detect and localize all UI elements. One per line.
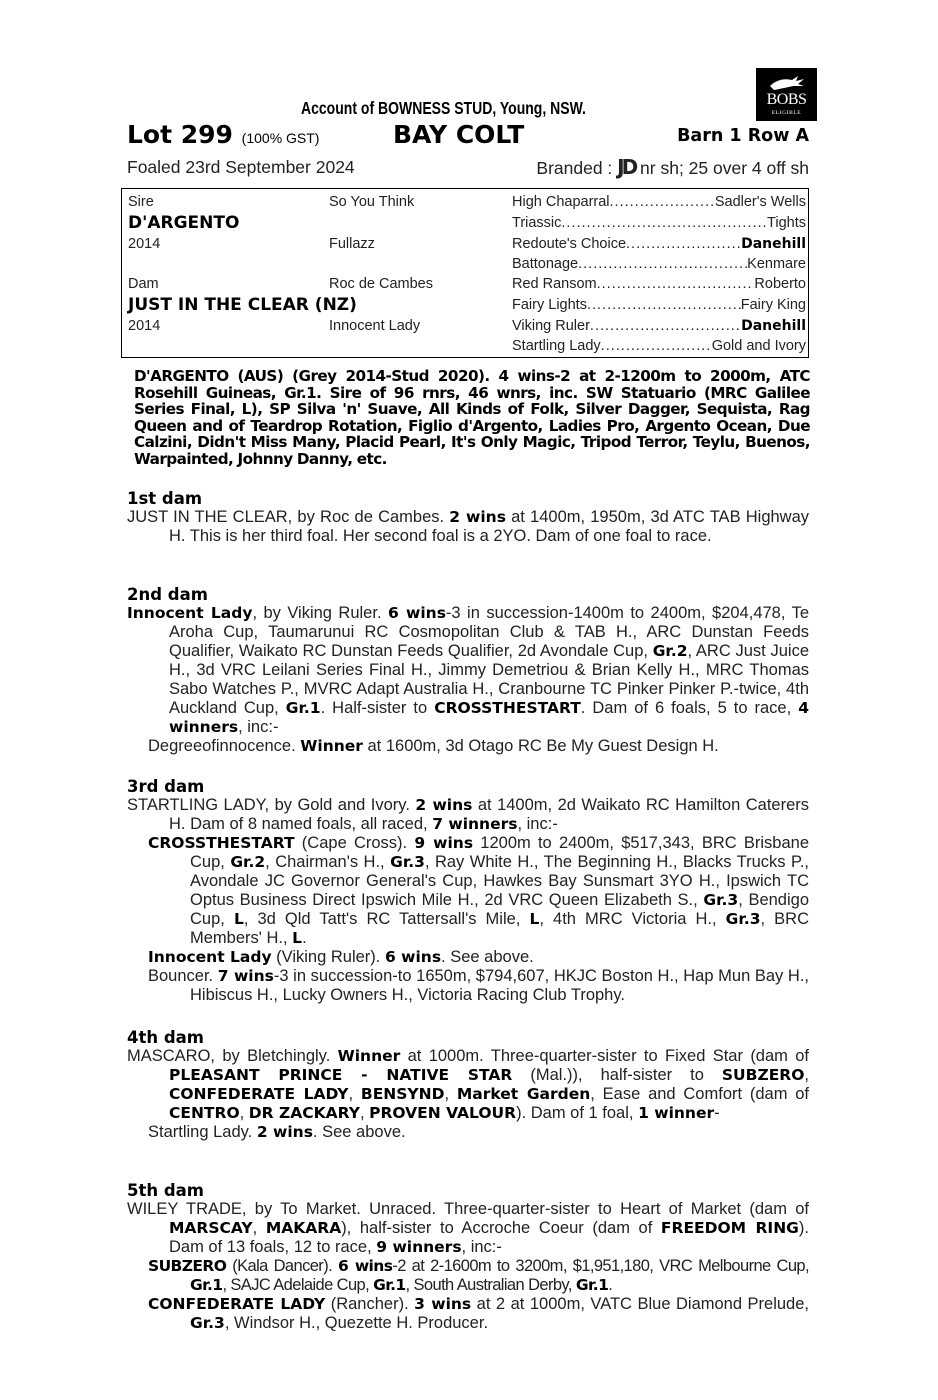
pedigree-line: High Chaparral ..... Sadler's Wells	[512, 192, 806, 212]
pedigree-table	[121, 188, 809, 358]
fifth-dam-section	[127, 1181, 809, 1333]
dam-paragraph: Innocent Lady, by Viking Ruler. 6 wins-3 in succession-1400m to 2400m, $204,478, Te Aroha Cup, Taumarunui RC Cosmopolitan Club & TAB H., ARC Dunstan Feeds Qualifier, Waikato RC Dunstan Feeds Qualifier, 2d Avondale Cup, Gr.2, ARC Just Juice H., 3d VRC Leilani Series Final H., Jimmy Demetriou & Brian Kelly H., MRC Thomas Sabo Watches P., MVRC Adapt Australia H., Cranbourne TC Pinker Pinker P.-twice, 4th Auckland Cup, Gr.1. Half-sister to CROSSTHESTART. Dam of 6 foals, 5 to race, 4 winners, inc:-	[127, 604, 810, 736]
sire-dam: Fullazz	[329, 236, 375, 252]
foaled-date: Foaled 23rd September 2024	[127, 157, 355, 177]
second-dam-section	[127, 585, 809, 756]
pedigree-line: Startling Lady ..... Gold and Ivory	[512, 336, 806, 356]
fourth-dam-section	[127, 1028, 809, 1142]
progeny-entry: Bouncer. 7 wins-3 in succession-to 1650m, $794,607, HKJC Boston H., Hap Mun Bay H., Hibiscus H., Lucky Owners H., Victoria Racing Club Trophy.	[148, 967, 810, 1004]
lot-number: Lot 299 (100% GST)	[127, 120, 320, 149]
progeny-entry: CONFEDERATE LADY (Rancher). 3 wins at 2 at 1000m, VATC Blue Diamond Prelude, Gr.3, Windsor H., Quezette H. Producer.	[148, 1295, 809, 1332]
horse-description: BAY COLT	[393, 120, 525, 149]
pedigree-line: Triassic ..... Tights	[512, 213, 806, 233]
dam-paragraph: JUST IN THE CLEAR, by Roc de Cambes. 2 wins at 1400m, 1950m, 3d ATC TAB Highway H. This is her third foal. Her second foal is a 2YO. Dam of one foal to race.	[127, 508, 810, 545]
pedigree-line: Redoute's Choice ..... Danehill	[512, 234, 806, 254]
pedigree-line: Battonage ..... Kenmare	[512, 254, 806, 274]
section-heading: 3rd dam	[127, 777, 205, 796]
logo-text: BOBS	[766, 91, 807, 108]
brand-mark-icon: JD	[617, 155, 636, 179]
sire-name: D'ARGENTO	[128, 213, 240, 233]
progeny-entry: CROSSTHESTART (Cape Cross). 9 wins 1200m to 2400m, $517,343, BRC Brisbane Cup, Gr.2, Chairman's H., Gr.3, Ray White H., The Beginning H., Blacks Trucks P., Avondale JC Governor General's Cup, Hawkes Bay Sunsmart 3YO H., Ipswich TC Optus Business Direct Ipswich Mile H., 2d VRC Queen Elizabeth S., Gr.3, Bendigo Cup, L, 3d Qld Tatt's RC Tattersall's Mile, L, 4th MRC Victoria H., Gr.3, BRC Members' H., L.	[148, 834, 809, 947]
barn-location: Barn 1 Row A	[677, 126, 809, 146]
dam-year: 2014	[128, 318, 161, 334]
pedigree-line: Viking Ruler ..... Danehill	[512, 316, 806, 336]
dam-paragraph: MASCARO, by Bletchingly. Winner at 1000m. Three-quarter-sister to Fixed Star (dam of PLEASANT PRINCE - NATIVE STAR (Mal.)), half-sister to SUBZERO, CONFEDERATE LADY, BENSYND, Market Garden, Ease and Comfort (dam of CENTRO, DR ZACKARY, PROVEN VALOUR). Dam of 1 foal, 1 winner-	[127, 1047, 810, 1122]
section-heading: 1st dam	[127, 489, 203, 508]
vendor-account: Account of BOWNESS STUD, Young, NSW.	[301, 98, 586, 118]
sire-label: Sire	[128, 194, 154, 210]
progeny-entry: Startling Lady. 2 wins. See above.	[148, 1123, 406, 1141]
progeny-entry: Degreeofinnocence. Winner at 1600m, 3d Otago RC Be My Guest Design H.	[148, 737, 719, 755]
dam-paragraph: WILEY TRADE, by To Market. Unraced. Three-quarter-sister to Heart of Market (dam of MARSCAY, MAKARA), half-sister to Accroche Coeur (dam of FREEDOM RING). Dam of 13 foals, 12 to race, 9 winners, inc:-	[127, 1200, 809, 1256]
dam-dam: Innocent Lady	[329, 318, 421, 334]
foaling-info	[127, 156, 809, 178]
section-heading: 4th dam	[127, 1028, 204, 1047]
sire-year: 2014	[128, 236, 161, 252]
dam-paragraph: STARTLING LADY, by Gold and Ivory. 2 wins at 1400m, 2d Waikato RC Hamilton Caterers H. Dam of 8 named foals, all raced, 7 winners, inc:-	[127, 796, 810, 833]
lot-header	[127, 120, 809, 150]
brand-info: Branded : JD nr sh; 25 over 4 off sh	[536, 155, 809, 179]
dam-sire: Roc de Cambes	[329, 276, 433, 292]
pedigree-line: Red Ransom ..... Roberto	[512, 274, 806, 294]
first-dam-section	[127, 489, 809, 546]
logo-subtext: ELIGIBLE	[771, 110, 802, 116]
section-heading: 2nd dam	[127, 585, 208, 604]
sire-summary: D'ARGENTO (AUS) (Grey 2014-Stud 2020). 4 wins-2 at 2-1200m to 2000m, ATC Rosehill Guineas, Gr.1. Sire of 96 rnrs, 46 wnrs, inc. SW Statuario (MRC Galilee Series Final, L), SP Silva 'n' Suave, All Kinds of Folk, Silver Dagger, Sequista, Rag Queen and of Teardrop Rotation, Figlio d'Argento, Ladies Pro, Argento Ocean, Due Calzini, Didn't Miss Many, Placid Pearl, It's Only Magic, Tripod Terror, Teylu, Buenos, Warpainted, Johnny Danny, etc.	[134, 367, 810, 468]
horse-head-icon	[768, 74, 806, 92]
section-heading: 5th dam	[127, 1181, 204, 1200]
progeny-entry: Innocent Lady (Viking Ruler). 6 wins. See above.	[148, 948, 534, 966]
bobs-eligible-logo	[756, 68, 817, 121]
pedigree-line: Fairy Lights ..... Fairy King	[512, 295, 806, 315]
dam-name: JUST IN THE CLEAR (NZ)	[128, 295, 357, 315]
dam-label: Dam	[128, 276, 159, 292]
gst-note: (100% GST)	[241, 130, 320, 146]
third-dam-section	[127, 777, 809, 1005]
sire-sire: So You Think	[329, 194, 415, 210]
progeny-entry: SUBZERO (Kala Dancer). 6 wins-2 at 2-1600m to 3200m, $1,951,180, VRC Melbourne Cup, Gr.1, SAJC Adelaide Cup, Gr.1, South Australian Derby, Gr.1.	[148, 1257, 809, 1294]
